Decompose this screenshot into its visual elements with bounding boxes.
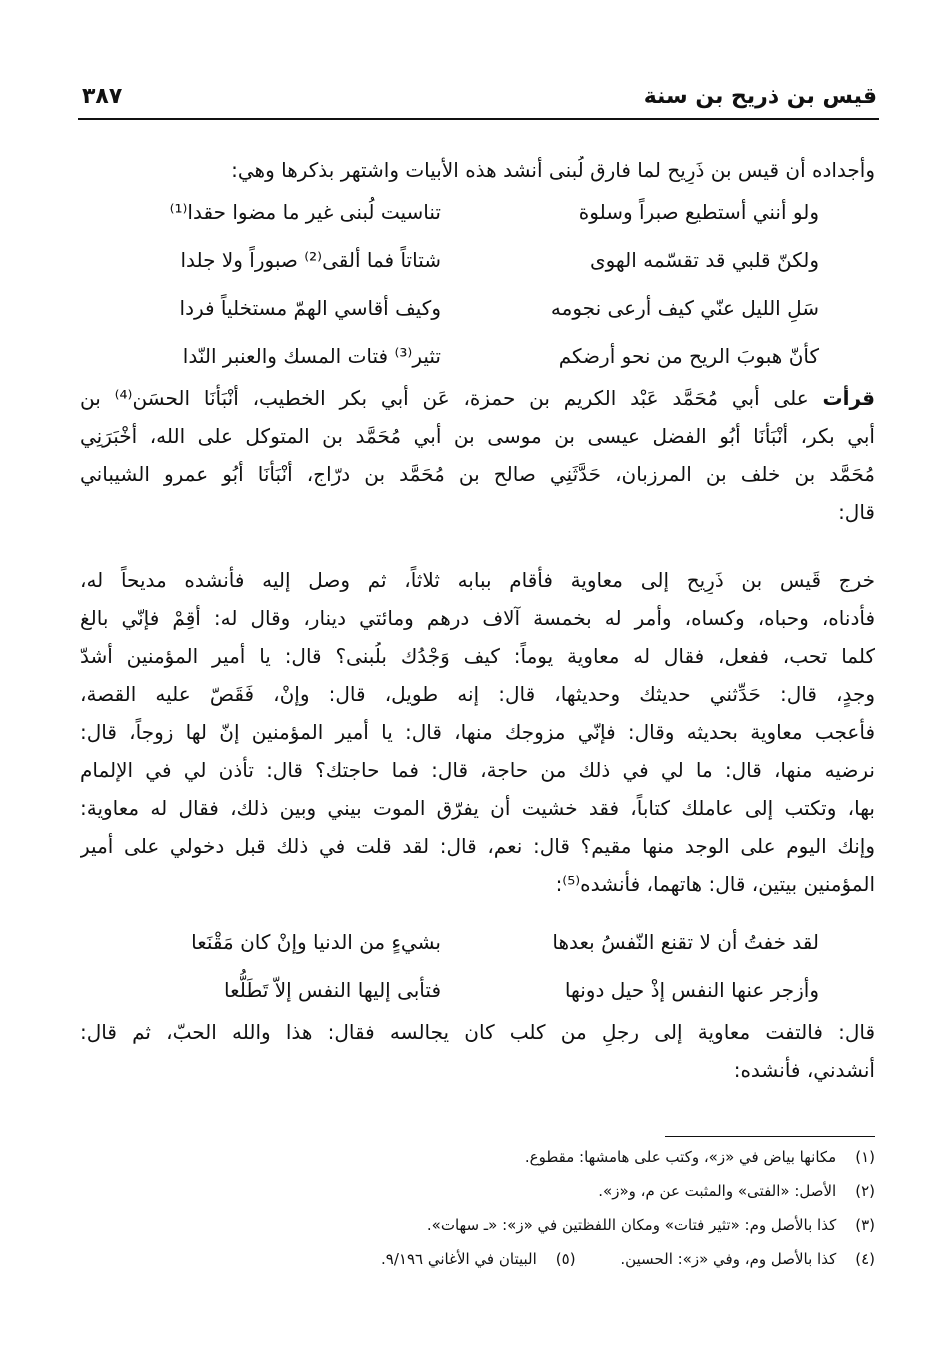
footnote-number: (٥) (555, 1250, 576, 1268)
footnote-4 (80, 1248, 875, 1270)
story-line-3: كلما تحب، ففعل، فقال له معاوية يوماً: كيف وَجْدُك بلُبنى؟ قال: يا أمير المؤمنين أشدّ (80, 644, 875, 668)
verse-first-hemistich: ولو أنني أستطيع صبراً وسلوة (578, 200, 819, 224)
verse-second-hemistich: وكيف أقاسي الهمّ مستخلياً فردا (179, 296, 441, 320)
verse-first-hemistich: لقد خفتُ أن لا تقنع النّفسُ بعدها (552, 930, 819, 954)
verse-second-hemistich: شتاتاً فما ألقى⁽²⁾ صبوراً ولا جلدا (180, 248, 441, 272)
isnad-line-2: أبي بكر، أَنْبَأَنَا أَبُو الفضل عيسى بن موسى بن أبي مُحَمَّد بن المتوكل على الله، أَخْبَرَنِي (80, 424, 875, 448)
story-line-2: فأدناه، وحباه، وكساه، وأمر له بخمسة آلاف درهم ومائتي دينار، وقال له: أَقِمْ فإنّي بالغ (80, 606, 875, 630)
verse-first-hemistich: كأنّ هبوبَ الريح من نحو أرضكم (558, 344, 819, 368)
footnote-text: البيتان في الأغاني ٩/١٩٦. (381, 1250, 537, 1268)
story-line-4: وجدٍ، قال: حَدِّثني حديثك وحديثها، قال: إنه طويل، قال: وإنْ، فَقَصّ عليه القصة، (80, 682, 875, 706)
page-header (78, 78, 879, 120)
footnote-number: (١) (855, 1148, 875, 1166)
isnad-line-4: قال: (838, 500, 875, 524)
footnote-divider (665, 1136, 875, 1137)
story-line-5: فأعجب معاوية بحديثه وقال: فإنّي مزوجك منها، قال: يا أمير المؤمنين إنّ لها زوجاً، قال: (80, 720, 875, 744)
verse-second-hemistich: تثير⁽³⁾ فتات المسك والعنبر النّدا (182, 344, 441, 368)
poem1-verse-2 (80, 244, 861, 276)
poem1-verse-3 (80, 292, 861, 324)
verse-second-hemistich: بشيءٍ من الدنيا وإنْ كان مَقْنَعا (191, 930, 441, 954)
footnote-text: الأصل: «الفتى» والمثبت عن م، و«ز». (598, 1182, 837, 1200)
poem2-verse-1 (80, 926, 861, 958)
verse-first-hemistich: ولكنّ قلبي قد تقسّمه الهوى (589, 248, 819, 272)
story-line-9: المؤمنين بيتين، قال: هاتهما، فأنشده⁽⁵⁾: (555, 872, 875, 896)
footnote-number: (٤) (855, 1250, 875, 1268)
intro-line: وأجداده أن قيس بن ذَرِيح لما فارق لُبنى أنشد هذه الأبيات واشتهر بذكرها وهي: (231, 158, 875, 182)
isnad-text: على أبي مُحَمَّد عَبْد الكريم بن حمزة، عَن أبي بكر الخطيب، أَنْبَأَنَا الحسَن⁽⁴⁾ بن (80, 386, 809, 410)
story-line-7: بها، وتكتب إلى عاملك كتاباً، فقد خشيت أن يفرّق الموت بيني وبين ذلك، فقال له معاوية: (80, 796, 875, 820)
verse-first-hemistich: وأزجر عنها النفس إذْ حيل دونها (564, 978, 819, 1002)
verse-second-hemistich: تناسيت لُبنى غير ما مضوا حقدا⁽¹⁾ (169, 200, 441, 224)
footnote-text: كذا بالأصل وم، وفي «ز»: الحسين. (620, 1250, 837, 1268)
story-line-1: خرج قَيس بن ذَرِيح إلى معاوية فأقام ببابه ثلاثاً، ثم وصل إليه فأنشده مديحاً له، (80, 568, 875, 592)
poem2-verse-2 (80, 974, 861, 1006)
closing-line-1: قال: فالتفت معاوية إلى رجلٍ من كلب كان يجالسه فقال: هذا والله الحبّ، ثم قال: (80, 1020, 875, 1044)
verse-first-hemistich: سَلِ الليل عنّي كيف أرعى نجومه (550, 296, 819, 320)
footnote-number: (٣) (855, 1216, 875, 1234)
verse-second-hemistich: فتأبى إليها النفس إلاّ تَطَلُّعا (224, 978, 441, 1002)
isnad-lead: قرأت (822, 386, 875, 410)
poem1-verse-4 (80, 340, 861, 372)
story-line-6: نرضيه منها، قال: ما لي في ذلك من حاجة، قال: فما حاجتك؟ قال: تأذن لي في الإلمام (80, 758, 875, 782)
footnote-text: مكانها بياض في «ز»، وكتب على هامشها: مقطوع. (524, 1148, 837, 1166)
isnad-line-1 (80, 384, 875, 412)
page-number: ٣٨٧ (82, 84, 123, 109)
isnad-line-3: مُحَمَّد بن خلف بن المرزبان، حَدَّثَنِي صالح بن مُحَمَّد بن درّاج، أَنْبَأَنَا أَبُو عمرو الشيباني (80, 462, 875, 486)
closing-line-2: أنشدني، فأنشده: (733, 1058, 875, 1082)
poem1-verse-1 (80, 196, 861, 228)
footnote-number: (٢) (855, 1182, 875, 1200)
footnote-2 (80, 1180, 875, 1202)
story-line-8: وإنك اليوم على الوجد منها مقيم؟ قال: نعم، قال: لقد قلت في ذلك قبل دخولي على أمير (80, 834, 875, 858)
footnote-1 (80, 1146, 875, 1168)
running-title: قيس بن ذريح بن سنة (643, 84, 877, 109)
footnote-3 (80, 1214, 875, 1236)
footnote-text: كذا بالأصل وم: «تثير فتات» ومكان اللفظتين في «ز»: «ـ سهات». (426, 1216, 837, 1234)
